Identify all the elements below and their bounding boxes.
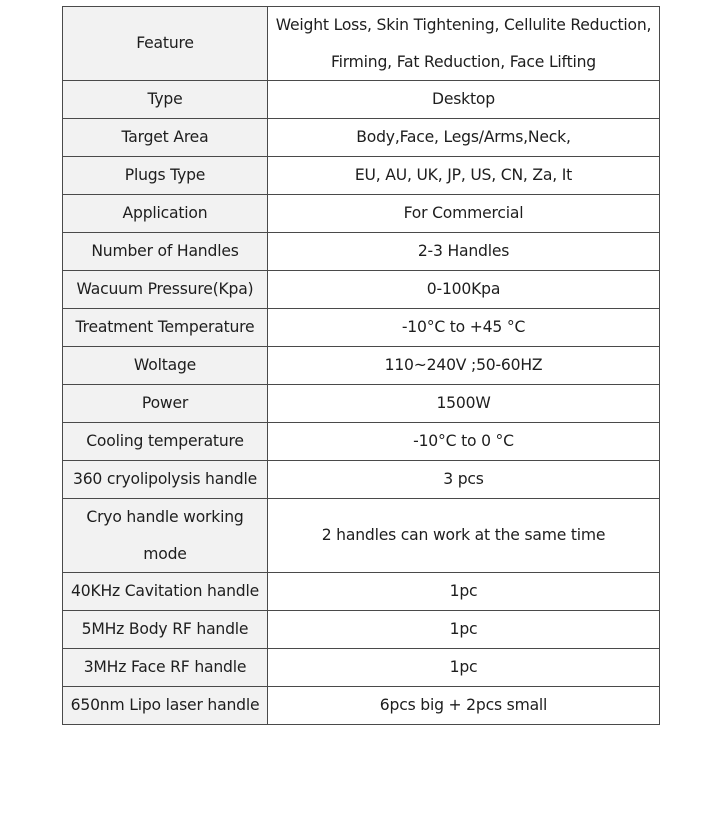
row-key: Feature	[63, 7, 268, 81]
table-row	[63, 81, 660, 119]
table-row	[63, 461, 660, 499]
row-key: Woltage	[63, 347, 268, 385]
row-key: Type	[63, 81, 268, 119]
row-value: -10°C to +45 °C	[268, 309, 660, 347]
row-key: Target Area	[63, 119, 268, 157]
row-value: 6pcs big + 2pcs small	[268, 687, 660, 725]
table-row	[63, 271, 660, 309]
row-key: 650nm Lipo laser handle	[63, 687, 268, 725]
table-row	[63, 687, 660, 725]
row-value: Body,Face, Legs/Arms,Neck,	[268, 119, 660, 157]
row-key: 360 cryolipolysis handle	[63, 461, 268, 499]
row-value: -10°C to 0 °C	[268, 423, 660, 461]
row-value: 0-100Kpa	[268, 271, 660, 309]
table-row	[63, 499, 660, 573]
table-row	[63, 423, 660, 461]
row-value: 2 handles can work at the same time	[268, 499, 660, 573]
table-row	[63, 611, 660, 649]
row-value: For Commercial	[268, 195, 660, 233]
row-value: 1pc	[268, 611, 660, 649]
table-row	[63, 309, 660, 347]
table-row	[63, 7, 660, 81]
row-key: Power	[63, 385, 268, 423]
table-row	[63, 347, 660, 385]
table-row	[63, 385, 660, 423]
row-key: 40KHz Cavitation handle	[63, 573, 268, 611]
table-row	[63, 649, 660, 687]
row-value: 110~240V ;50-60HZ	[268, 347, 660, 385]
row-key: Plugs Type	[63, 157, 268, 195]
row-key: Cooling temperature	[63, 423, 268, 461]
row-value: Desktop	[268, 81, 660, 119]
row-key: Application	[63, 195, 268, 233]
table-row	[63, 233, 660, 271]
row-value: 1pc	[268, 649, 660, 687]
row-key: Cryo handle working mode	[63, 499, 268, 573]
row-key: 5MHz Body RF handle	[63, 611, 268, 649]
row-key: 3MHz Face RF handle	[63, 649, 268, 687]
row-key: Wacuum Pressure(Kpa)	[63, 271, 268, 309]
row-value: Weight Loss, Skin Tightening, Cellulite Reduction, Firming, Fat Reduction, Face Lifting	[268, 7, 660, 81]
row-key: Treatment Temperature	[63, 309, 268, 347]
row-value: 3 pcs	[268, 461, 660, 499]
row-value: 2-3 Handles	[268, 233, 660, 271]
row-value: 1500W	[268, 385, 660, 423]
row-value: EU, AU, UK, JP, US, CN, Za, It	[268, 157, 660, 195]
table-row	[63, 195, 660, 233]
spec-table	[62, 6, 660, 725]
table-row	[63, 119, 660, 157]
table-row	[63, 573, 660, 611]
table-row	[63, 157, 660, 195]
row-key: Number of Handles	[63, 233, 268, 271]
row-value: 1pc	[268, 573, 660, 611]
